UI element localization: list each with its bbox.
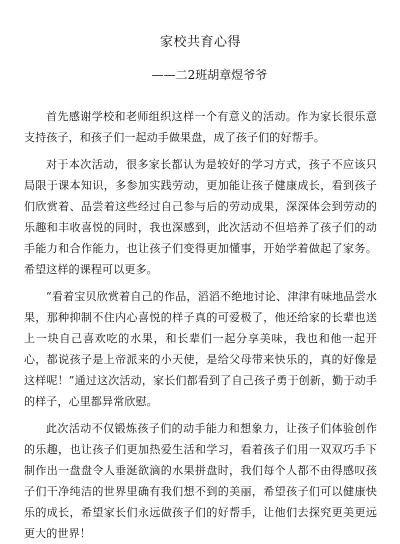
paragraph-activity-reflection: 对于本次活动，很多家长都认为是较好的学习方式，孩子不应该只局限于课本知识，多参加实践劳动，更加能让孩子健康成长，看到孩子们欣赏着、品尝着这些经过自己参与后的劳动成果，深深体会到劳动的乐趣和丰收喜悦的同时，我也深感到，此次活动不但培养了孩子们的动手能力和合作能力，也让孩子们变得更加懂事，开始学着做起了家务。希望这样的课程可以更多。: [24, 158, 377, 276]
document-title: 家校共育心得: [159, 35, 241, 50]
paragraph-quote: “看着宝贝欣赏着自己的作品，滔滔不绝地讨论、津津有味地品尝水果，那种抑制不住内心喜悦的样子真的可爱极了，他还给家的长辈也送上一块自己喜欢吃的水果，和长辈们一起分享美味，我也和他一起开心，都说孩子是上帝派来的小天使，是给父母带来快乐的，真的好像是这样呢！”通过这次活动，家长们都看到了自己孩子勇于创新，勤于动手的样子，心里都异常欣慰。: [24, 290, 377, 408]
paragraph-conclusion: 此次活动不仅锻炼孩子们的动手能力和想象力，让孩子们体验创作的乐趣，也让孩子们更加热爱生活和学习，看着孩子们用一双双巧手下制作出一盘盘令人垂涎欲滴的水果拼盘时，我们每个人都不由得感叹孩子们干净纯洁的世界里确有我们想不到的美丽，希望孩子们可以健康快乐的成长，希望家长们永远做孩子们的好帮手，让他们去探究更美更远更大的世界！: [24, 422, 377, 540]
paragraph-intro: 首先感谢学校和老师组织这样一个有意义的活动。作为家长很乐意支持孩子，和孩子们一起动手做果盘，成了孩子们的好帮手。: [24, 110, 377, 144]
author-byline: ——二2班胡章煜爷爷: [151, 68, 268, 82]
